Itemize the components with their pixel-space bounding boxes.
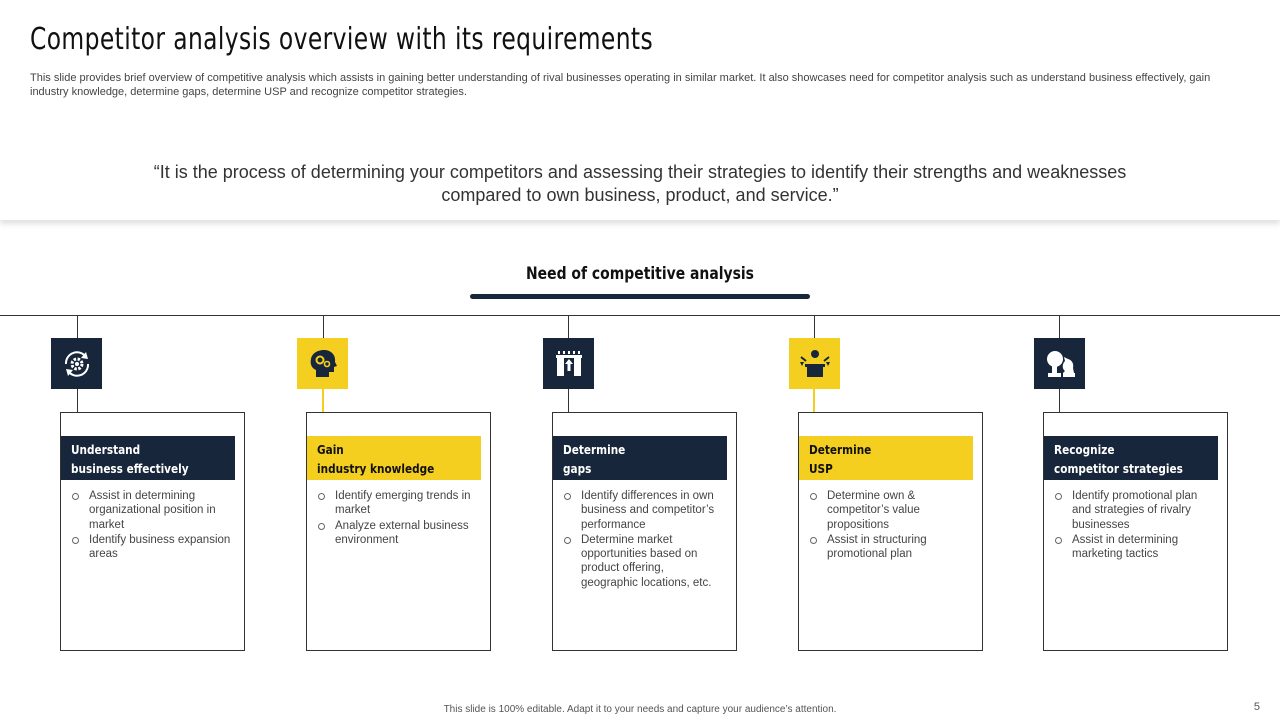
section-underline [470, 294, 810, 299]
requirement-card-2 [306, 412, 491, 651]
list-item: Determine market opportunities based on product offering, geographic locations, etc. [563, 533, 723, 590]
quote-line-1: “It is the process of determining your competitors and assessing their strategies to identify their strengths and weaknesses [153, 162, 1127, 182]
connector-bottom-5 [1059, 389, 1060, 412]
card-points [1054, 489, 1214, 562]
connector-bottom-2 [322, 389, 324, 412]
connector-bottom-3 [568, 389, 569, 412]
list-item: Assist in determining organizational position in market [71, 489, 231, 532]
card-heading: Gain industry knowledge [307, 436, 481, 480]
connector-top-1 [77, 315, 78, 338]
quote-line-2: compared to own business, product, and service.” [441, 185, 839, 205]
card-points [809, 489, 969, 562]
card-heading: Determine gaps [553, 436, 727, 480]
list-item: Identify promotional plan and strategies of rivalry businesses [1054, 489, 1214, 532]
chess-strategy-icon [1043, 347, 1077, 381]
value-proposition-icon [798, 347, 832, 381]
icon-box-2 [297, 338, 348, 389]
connector-bottom-1 [77, 389, 78, 412]
page-subtitle: This slide provides brief overview of competitive analysis which assists in gaining better understanding of rival businesses operating in similar market. It also showcases need for competitor analysis such as understand business effectively, gain industry knowledge, determine gaps, determine USP and recognize competitor strategies. [30, 72, 1211, 98]
gear-cycle-icon [60, 347, 94, 381]
connector-top-3 [568, 315, 569, 338]
list-item: Assist in determining marketing tactics [1054, 533, 1214, 562]
page-title: Competitor analysis overview with its requirements [30, 22, 654, 57]
card-points [563, 489, 723, 591]
card-heading: Recognize competitor strategies [1044, 436, 1218, 480]
requirement-card-1 [60, 412, 245, 651]
connector-bottom-4 [813, 389, 815, 412]
list-item: Identify differences in own business and competitor’s performance [563, 489, 723, 532]
card-heading: Understand business effectively [61, 436, 235, 480]
gap-bridge-icon [552, 347, 586, 381]
icon-box-4 [789, 338, 840, 389]
list-item: Analyze external business environment [317, 519, 477, 548]
definition-quote [100, 161, 1180, 207]
icon-box-1 [51, 338, 102, 389]
icon-box-3 [543, 338, 594, 389]
timeline-line [0, 315, 1280, 316]
requirement-card-5 [1043, 412, 1228, 651]
connector-top-5 [1059, 315, 1060, 338]
card-heading: Determine USP [799, 436, 973, 480]
requirement-card-3 [552, 412, 737, 651]
card-points [317, 489, 477, 548]
section-title: Need of competitive analysis [526, 264, 754, 284]
list-item: Determine own & competitor’s value propositions [809, 489, 969, 532]
card-points [71, 489, 231, 562]
list-item: Identify business expansion areas [71, 533, 231, 562]
head-gears-icon [306, 347, 340, 381]
requirement-card-4 [798, 412, 983, 651]
connector-top-4 [814, 315, 815, 338]
page-number: 5 [1253, 701, 1260, 713]
list-item: Assist in structuring promotional plan [809, 533, 969, 562]
connector-top-2 [323, 315, 324, 338]
list-item: Identify emerging trends in market [317, 489, 477, 518]
icon-box-5 [1034, 338, 1085, 389]
footer-note: This slide is 100% editable. Adapt it to your needs and capture your audience’s attention. [443, 704, 837, 715]
